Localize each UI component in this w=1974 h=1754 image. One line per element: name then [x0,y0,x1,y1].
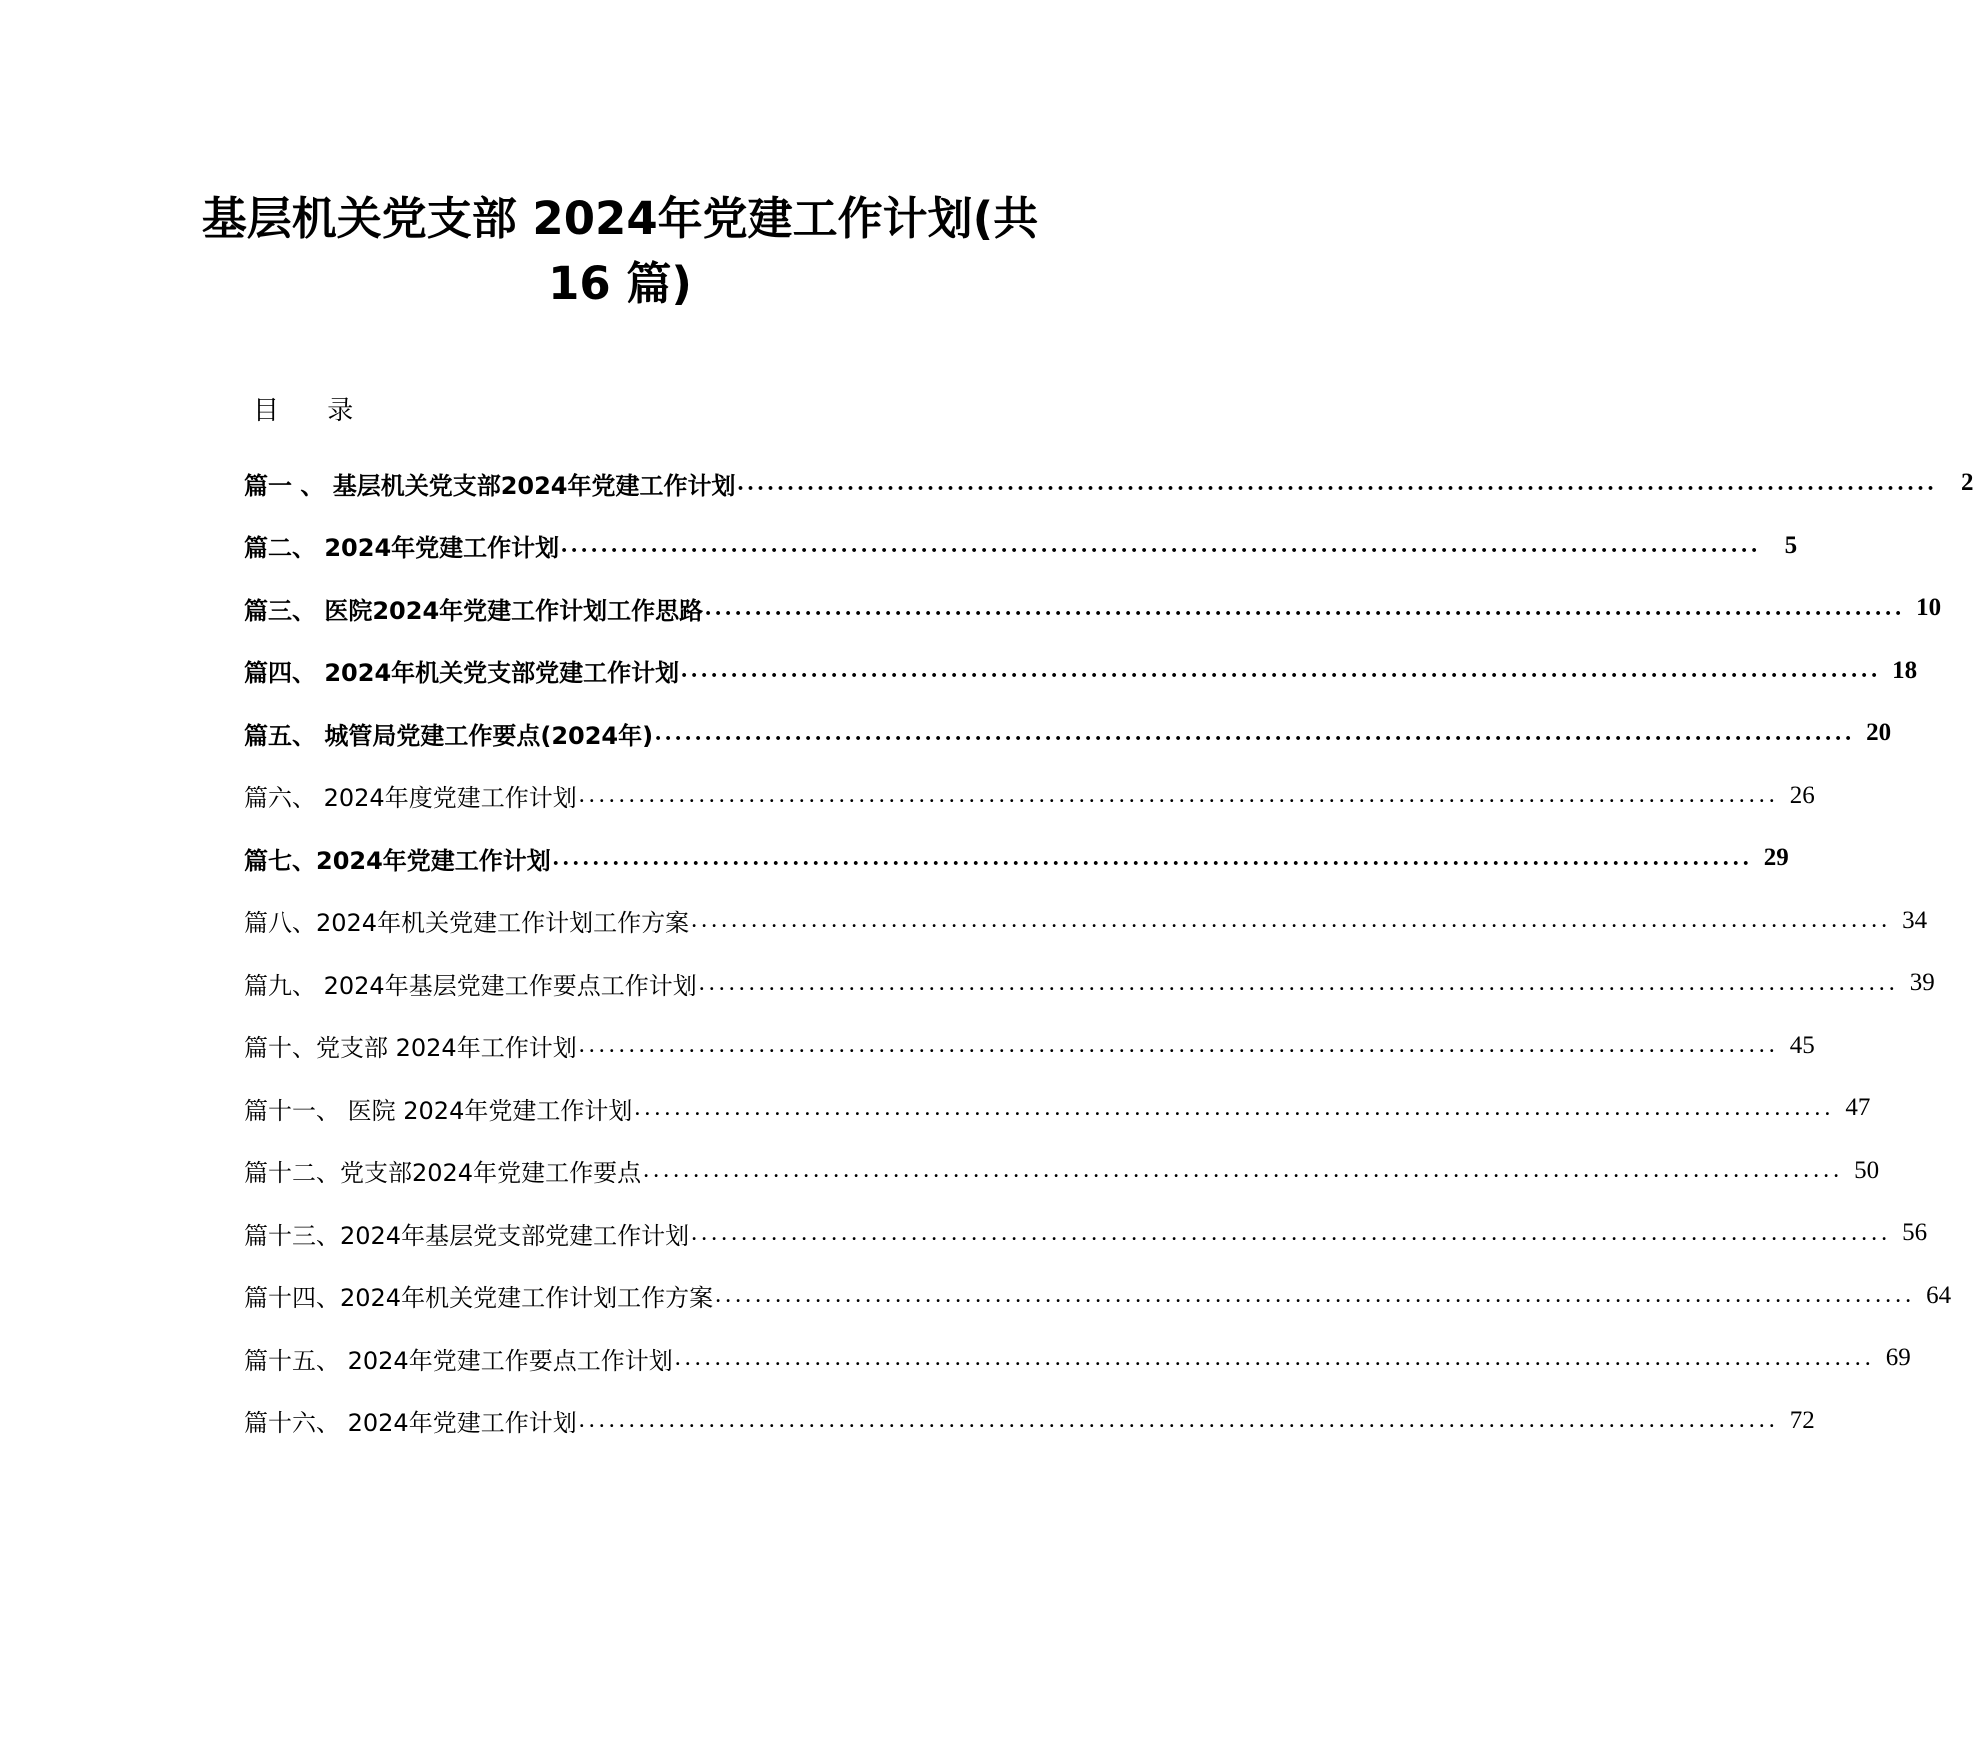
toc-entry-title: 篇二、 2024年党建工作计划 [244,534,560,563]
toc-entry[interactable] [244,452,1974,515]
toc-entry[interactable] [244,1015,1815,1078]
toc-leader-dots: ........................................................................................................................ [643,1157,1844,1184]
toc-entry-page-number: 72 [1789,1406,1815,1434]
toc-entry-title: 篇十五、 2024年党建工作要点工作计划 [244,1346,673,1375]
toc-entry-title: 篇七、2024年党建工作计划 [244,846,551,875]
toc-leader-dots: ........................................................................................................................ [634,1094,1835,1121]
toc-entry-page-number: 5 [1784,531,1798,559]
toc-entry-page-number: 56 [1902,1219,1928,1247]
toc-leader-dots: ........................................................................................................................ [681,657,1882,684]
toc-entry-title: 篇十一、 医院 2024年党建工作计划 [244,1096,633,1125]
toc-entry-title: 篇十三、2024年基层党支部党建工作计划 [244,1221,690,1250]
table-of-contents [244,452,1974,1452]
toc-entry-title: 篇八、2024年机关党建工作计划工作方案 [244,909,690,938]
toc-entry-page-number: 47 [1845,1094,1871,1122]
toc-entry[interactable] [244,890,1928,953]
toc-leader-dots: ........................................................................................................................ [552,844,1753,871]
toc-leader-dots: ........................................................................................................................ [655,719,1856,746]
toc-entry-page-number: 34 [1902,906,1928,934]
toc-entry-page-number: 50 [1854,1156,1880,1184]
toc-entry-title: 篇十二、党支部2024年党建工作要点 [244,1159,642,1188]
document-title-line-2: 16 篇) [548,257,692,310]
toc-entry-page-number: 18 [1892,656,1918,684]
toc-entry-title: 篇四、 2024年机关党支部党建工作计划 [244,659,680,688]
toc-entry[interactable] [244,1327,1911,1390]
toc-entry[interactable] [244,577,1942,640]
toc-entry[interactable] [244,952,1935,1015]
toc-entry-page-number: 2 [1961,469,1974,497]
toc-entry[interactable] [244,640,1918,703]
toc-entry-page-number: 29 [1763,844,1789,872]
toc-entry-page-number: 39 [1909,969,1935,997]
toc-entry[interactable] [244,515,1798,578]
toc-leader-dots: ........................................................................................................................ [674,1344,1875,1371]
toc-leader-dots: ........................................................................................................................ [715,1282,1916,1309]
toc-entry[interactable] [244,702,1892,765]
toc-entry-title: 篇九、 2024年基层党建工作要点工作计划 [244,971,697,1000]
toc-entry-title: 篇五、 城管局党建工作要点(2024年) [244,721,654,750]
document-title-line-1: 基层机关党支部 2024年党建工作计划(共 [201,192,1039,245]
toc-entry[interactable] [244,765,1815,828]
toc-entry-page-number: 64 [1926,1281,1952,1309]
toc-entry-page-number: 45 [1789,1031,1815,1059]
toc-entry-title: 篇六、 2024年度党建工作计划 [244,784,577,813]
toc-entry-page-number: 20 [1866,719,1892,747]
toc-leader-dots: ........................................................................................................................ [737,469,1938,496]
toc-entry[interactable] [244,1390,1815,1453]
toc-entry-page-number: 26 [1789,781,1815,809]
toc-entry-page-number: 10 [1916,594,1942,622]
toc-leader-dots: ........................................................................................................................ [578,782,1779,809]
toc-entry-title: 篇三、 医院2024年党建工作计划工作思路 [244,596,704,625]
toc-leader-dots: ........................................................................................................................ [691,907,1892,934]
toc-entry[interactable] [244,1077,1871,1140]
toc-entry-title: 篇十六、 2024年党建工作计划 [244,1409,577,1438]
document-title [0,186,1240,316]
toc-leader-dots: ........................................................................................................................ [705,594,1906,621]
toc-entry[interactable] [244,1140,1880,1203]
toc-entry-title: 篇十四、2024年机关党建工作计划工作方案 [244,1284,714,1313]
toc-leader-dots: ........................................................................................................................ [698,969,1899,996]
toc-leader-dots: ........................................................................................................................ [561,532,1762,559]
toc-entry[interactable] [244,1202,1928,1265]
toc-leader-dots: ........................................................................................................................ [578,1407,1779,1434]
toc-leader-dots: ........................................................................................................................ [691,1219,1892,1246]
toc-entry-title: 篇一 、 基层机关党支部2024年党建工作计划 [244,471,736,500]
toc-entry[interactable] [244,1265,1952,1328]
toc-entry-title: 篇十、党支部 2024年工作计划 [244,1034,577,1063]
toc-entry[interactable] [244,827,1789,890]
toc-heading: 目 录 [253,396,374,426]
toc-entry-page-number: 69 [1885,1344,1911,1372]
toc-leader-dots: ........................................................................................................................ [578,1032,1779,1059]
